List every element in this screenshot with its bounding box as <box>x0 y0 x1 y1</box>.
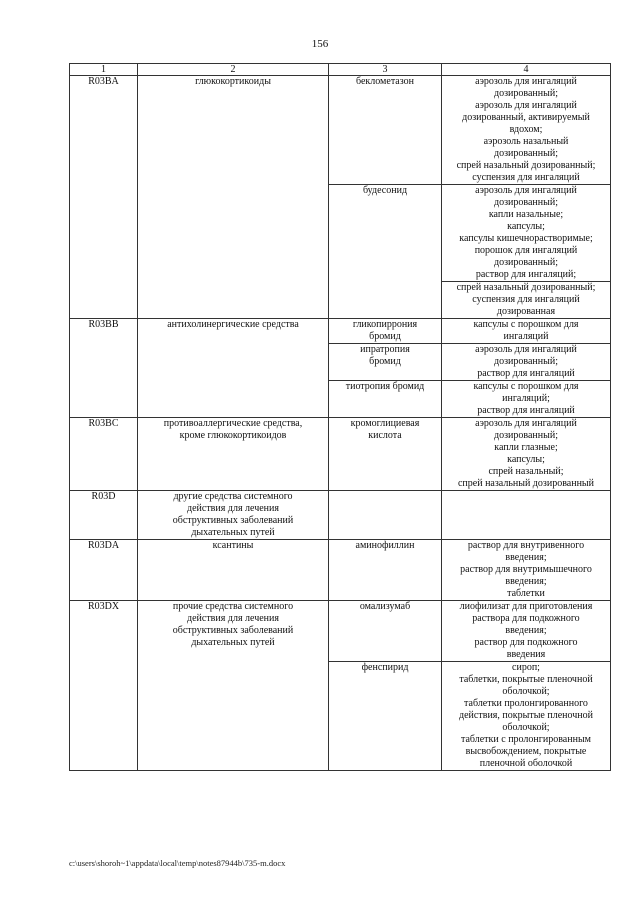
forms-cell: спрей назальный дозированный; суспензия для ингаляций дозированная <box>442 282 611 319</box>
table-row <box>70 418 611 491</box>
drug-cell: будесонид <box>329 185 442 319</box>
drug-cell: тиотропия бромид <box>329 381 442 418</box>
forms-cell <box>442 491 611 540</box>
table-row <box>70 540 611 601</box>
group-cell: антихолинергические средства <box>138 319 329 418</box>
atc-code-cell: R03DA <box>70 540 138 601</box>
column-header: 2 <box>138 64 329 76</box>
table-row <box>70 491 611 540</box>
forms-cell: раствор для внутривенного введения; раствор для внутримышечного введения; таблетки <box>442 540 611 601</box>
drug-cell <box>329 491 442 540</box>
page-number: 156 <box>311 38 329 50</box>
group-cell: противоаллергические средства, кроме глюкокортикоидов <box>138 418 329 491</box>
column-header: 1 <box>70 64 138 76</box>
drug-cell: гликопиррония бромид <box>329 319 442 344</box>
column-header: 3 <box>329 64 442 76</box>
forms-cell: капсулы с порошком для ингаляций; раствор для ингаляций <box>442 381 611 418</box>
drug-cell: аминофиллин <box>329 540 442 601</box>
forms-cell: аэрозоль для ингаляций дозированный; аэрозоль для ингаляций дозированный, активируемый вдохом; аэрозоль назальный дозированный; спрей назальный дозированный; суспензия для ингаляций <box>442 76 611 185</box>
table-row <box>70 601 611 662</box>
atc-code-cell: R03BA <box>70 76 138 319</box>
forms-cell: капсулы с порошком для ингаляций <box>442 319 611 344</box>
drug-cell: кромоглициевая кислота <box>329 418 442 491</box>
drug-cell: беклометазон <box>329 76 442 185</box>
forms-cell: аэрозоль для ингаляций дозированный; раствор для ингаляций <box>442 344 611 381</box>
drug-cell: фенспирид <box>329 662 442 771</box>
drug-cell: омализумаб <box>329 601 442 662</box>
group-cell: прочие средства системного действия для лечения обструктивных заболеваний дыхательных путей <box>138 601 329 771</box>
atc-code-cell: R03BC <box>70 418 138 491</box>
forms-cell: аэрозоль для ингаляций дозированный; капли назальные; капсулы; капсулы кишечнорастворимые; порошок для ингаляций дозированный; раствор для ингаляций; <box>442 185 611 282</box>
table-row <box>70 319 611 344</box>
column-header: 4 <box>442 64 611 76</box>
group-cell: ксантины <box>138 540 329 601</box>
group-cell: другие средства системного действия для лечения обструктивных заболеваний дыхательных путей <box>138 491 329 540</box>
drug-cell: ипратропия бромид <box>329 344 442 381</box>
drug-table <box>69 63 611 771</box>
forms-cell: сироп; таблетки, покрытые пленочной оболочкой; таблетки пролонгированного действия, покрытые пленочной оболочкой; таблетки с пролонгированным высвобождением, покрытые пленочной оболочкой <box>442 662 611 771</box>
forms-cell: аэрозоль для ингаляций дозированный; капли глазные; капсулы; спрей назальный; спрей назальный дозированный <box>442 418 611 491</box>
table-header-row <box>70 64 611 76</box>
footer-file-path: c:\users\shoroh~1\appdata\local\temp\notes87944b\735-m.docx <box>69 858 286 868</box>
atc-code-cell: R03BB <box>70 319 138 418</box>
atc-code-cell: R03DX <box>70 601 138 771</box>
table-row <box>70 76 611 185</box>
group-cell: глюкокортикоиды <box>138 76 329 319</box>
atc-code-cell: R03D <box>70 491 138 540</box>
forms-cell: лиофилизат для приготовления раствора для подкожного введения; раствор для подкожного введения <box>442 601 611 662</box>
